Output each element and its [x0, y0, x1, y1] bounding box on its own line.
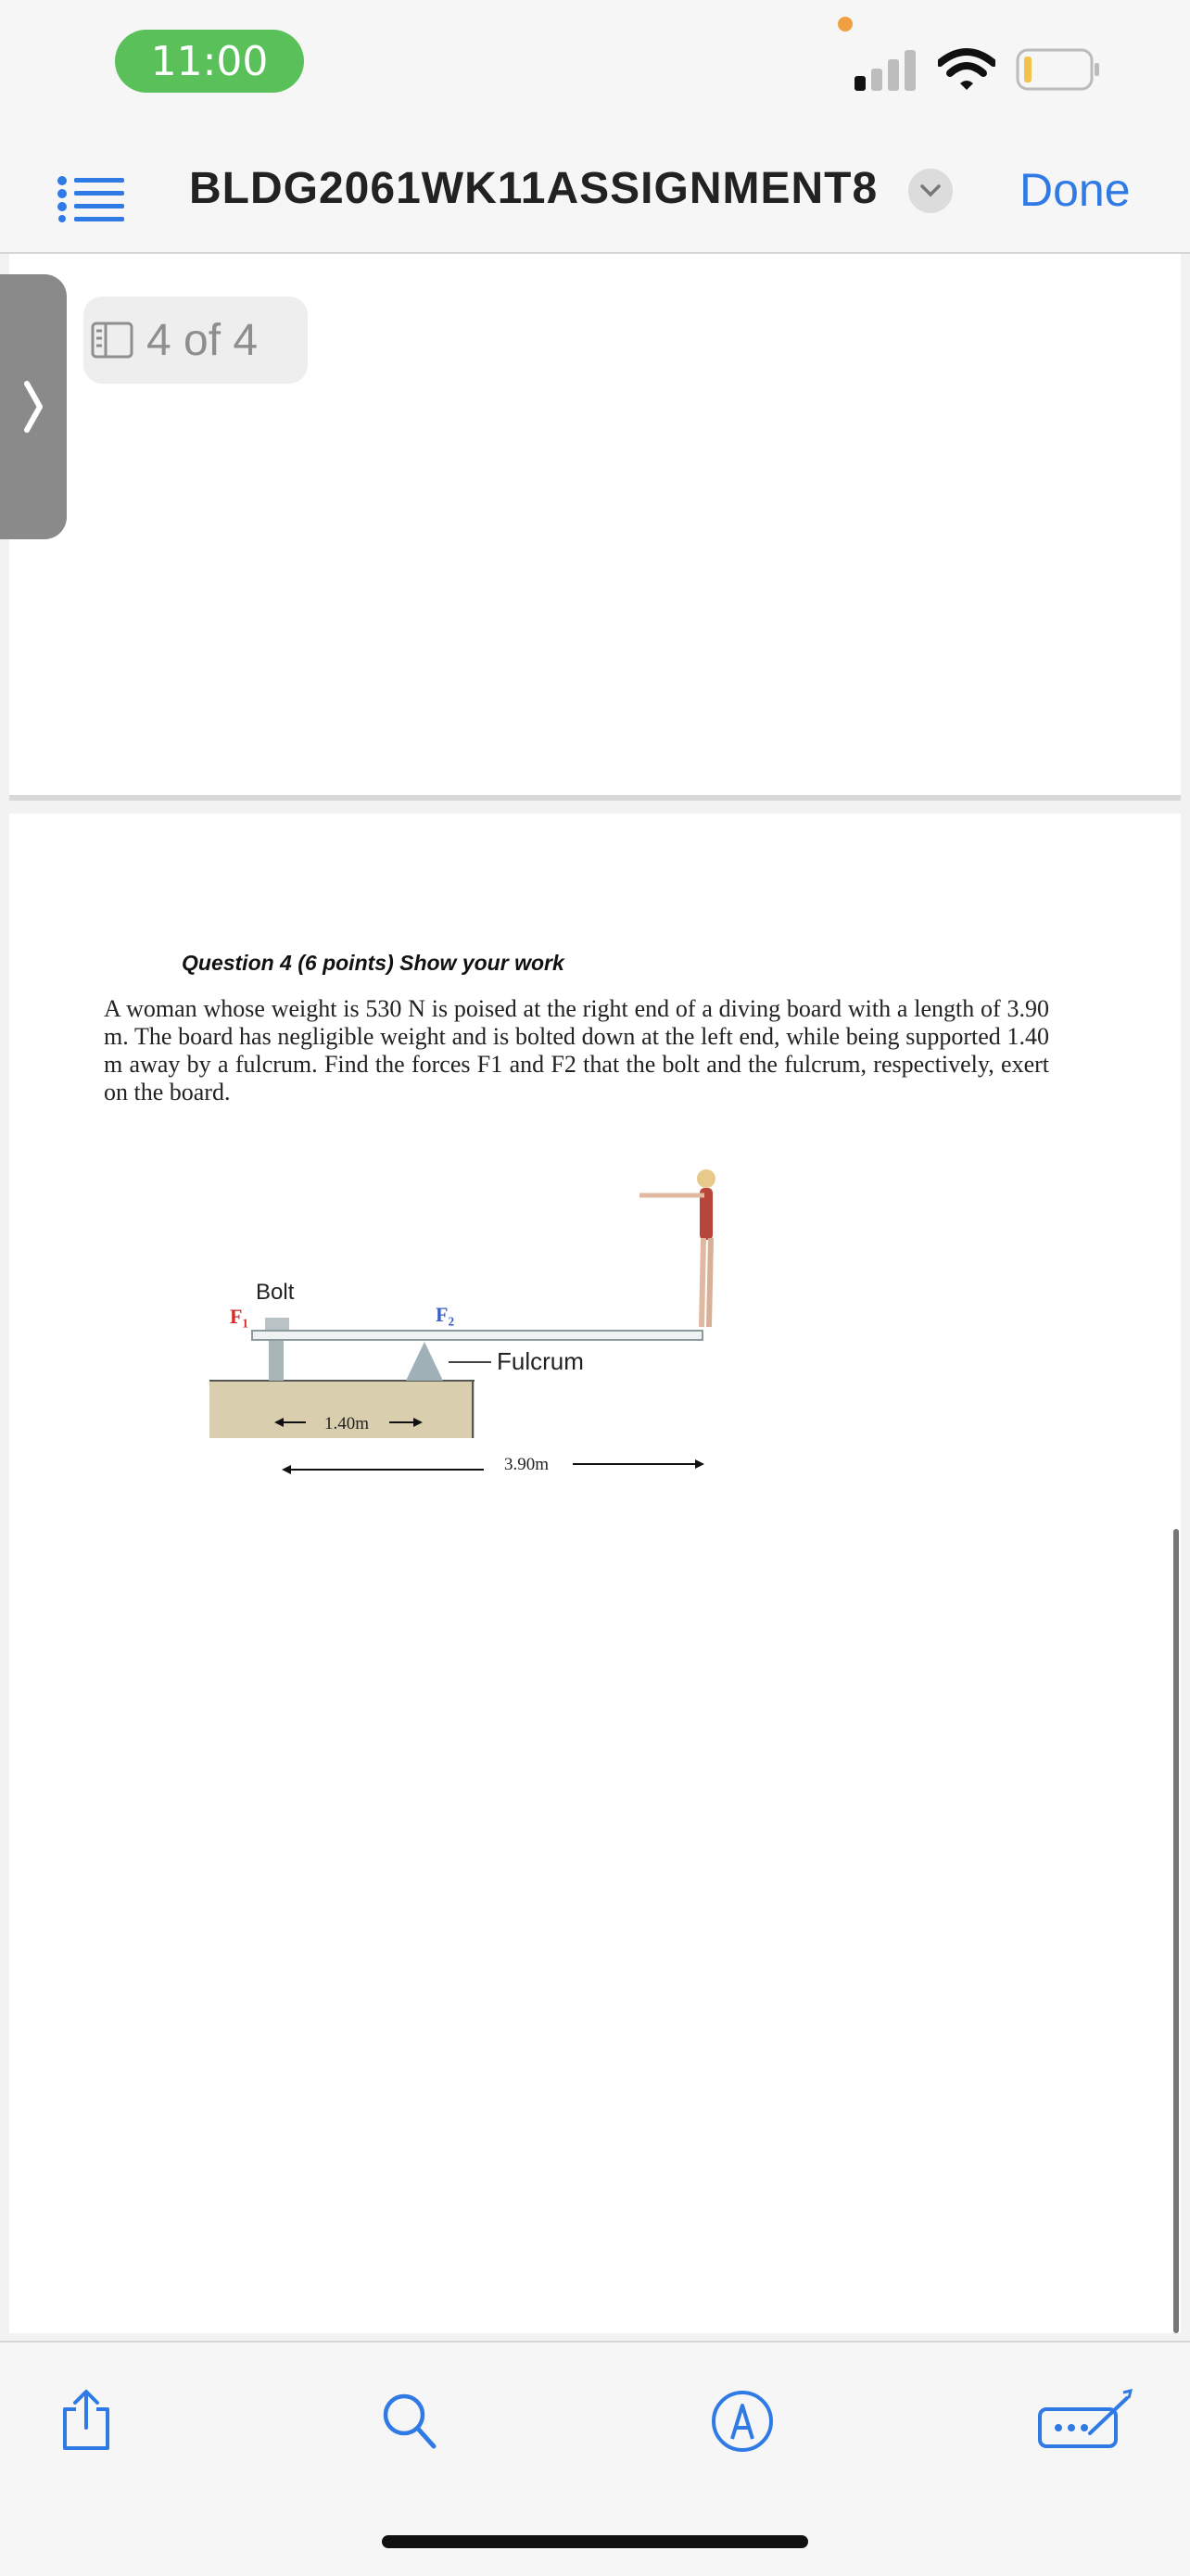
status-time[interactable]: 11:00 [115, 30, 304, 93]
chevron-right-icon [23, 380, 44, 434]
f2-label: F₂ [436, 1303, 455, 1326]
markup-icon[interactable] [710, 2389, 775, 2454]
document-title[interactable]: BLDG2061WK11ASSIGNMENT8 [189, 164, 879, 213]
question-heading: Question 4 (6 points) Show your work [182, 951, 564, 975]
diving-board-figure [0, 1149, 1190, 1483]
scrollbar[interactable] [1173, 1529, 1179, 2333]
more-actions-icon[interactable] [1036, 2389, 1133, 2452]
f1-label: F₁ [230, 1305, 249, 1328]
fulcrum [406, 1342, 443, 1381]
wifi-icon [938, 48, 995, 91]
bolt-post [269, 1340, 284, 1381]
done-button[interactable]: Done [1019, 164, 1131, 216]
share-icon[interactable] [57, 2389, 115, 2452]
privacy-indicator-dot [838, 17, 853, 32]
page-thumbnail-icon [91, 322, 133, 359]
fulcrum-label: Fulcrum [497, 1347, 584, 1375]
woman-figure [639, 1169, 715, 1327]
page-indicator-label: 4 of 4 [146, 315, 259, 365]
home-indicator[interactable] [382, 2535, 808, 2548]
cellular-signal-icon [855, 50, 921, 91]
outline-list-icon[interactable] [57, 176, 124, 222]
diving-board [252, 1331, 703, 1340]
long-distance-label: 3.90m [504, 1455, 550, 1474]
question-text: A woman whose weight is 530 N is poised at the right end of a diving board with a length of 3.90 m. The board has negligible weight and is bolted down at the left end, while being supported 1.40 m away by a fulcrum. Find the forces F1 and F2 that the bolt and the fulcrum, respectively, exert on the board. [104, 995, 1049, 1105]
battery-icon [1016, 48, 1101, 91]
short-distance-label: 1.40m [324, 1414, 370, 1433]
thumbnail-sidebar-toggle[interactable] [0, 274, 67, 539]
bolt-label: Bolt [256, 1280, 295, 1305]
search-icon[interactable] [380, 2389, 439, 2452]
page-indicator [83, 297, 308, 384]
title-menu-chevron-icon[interactable] [908, 169, 953, 213]
